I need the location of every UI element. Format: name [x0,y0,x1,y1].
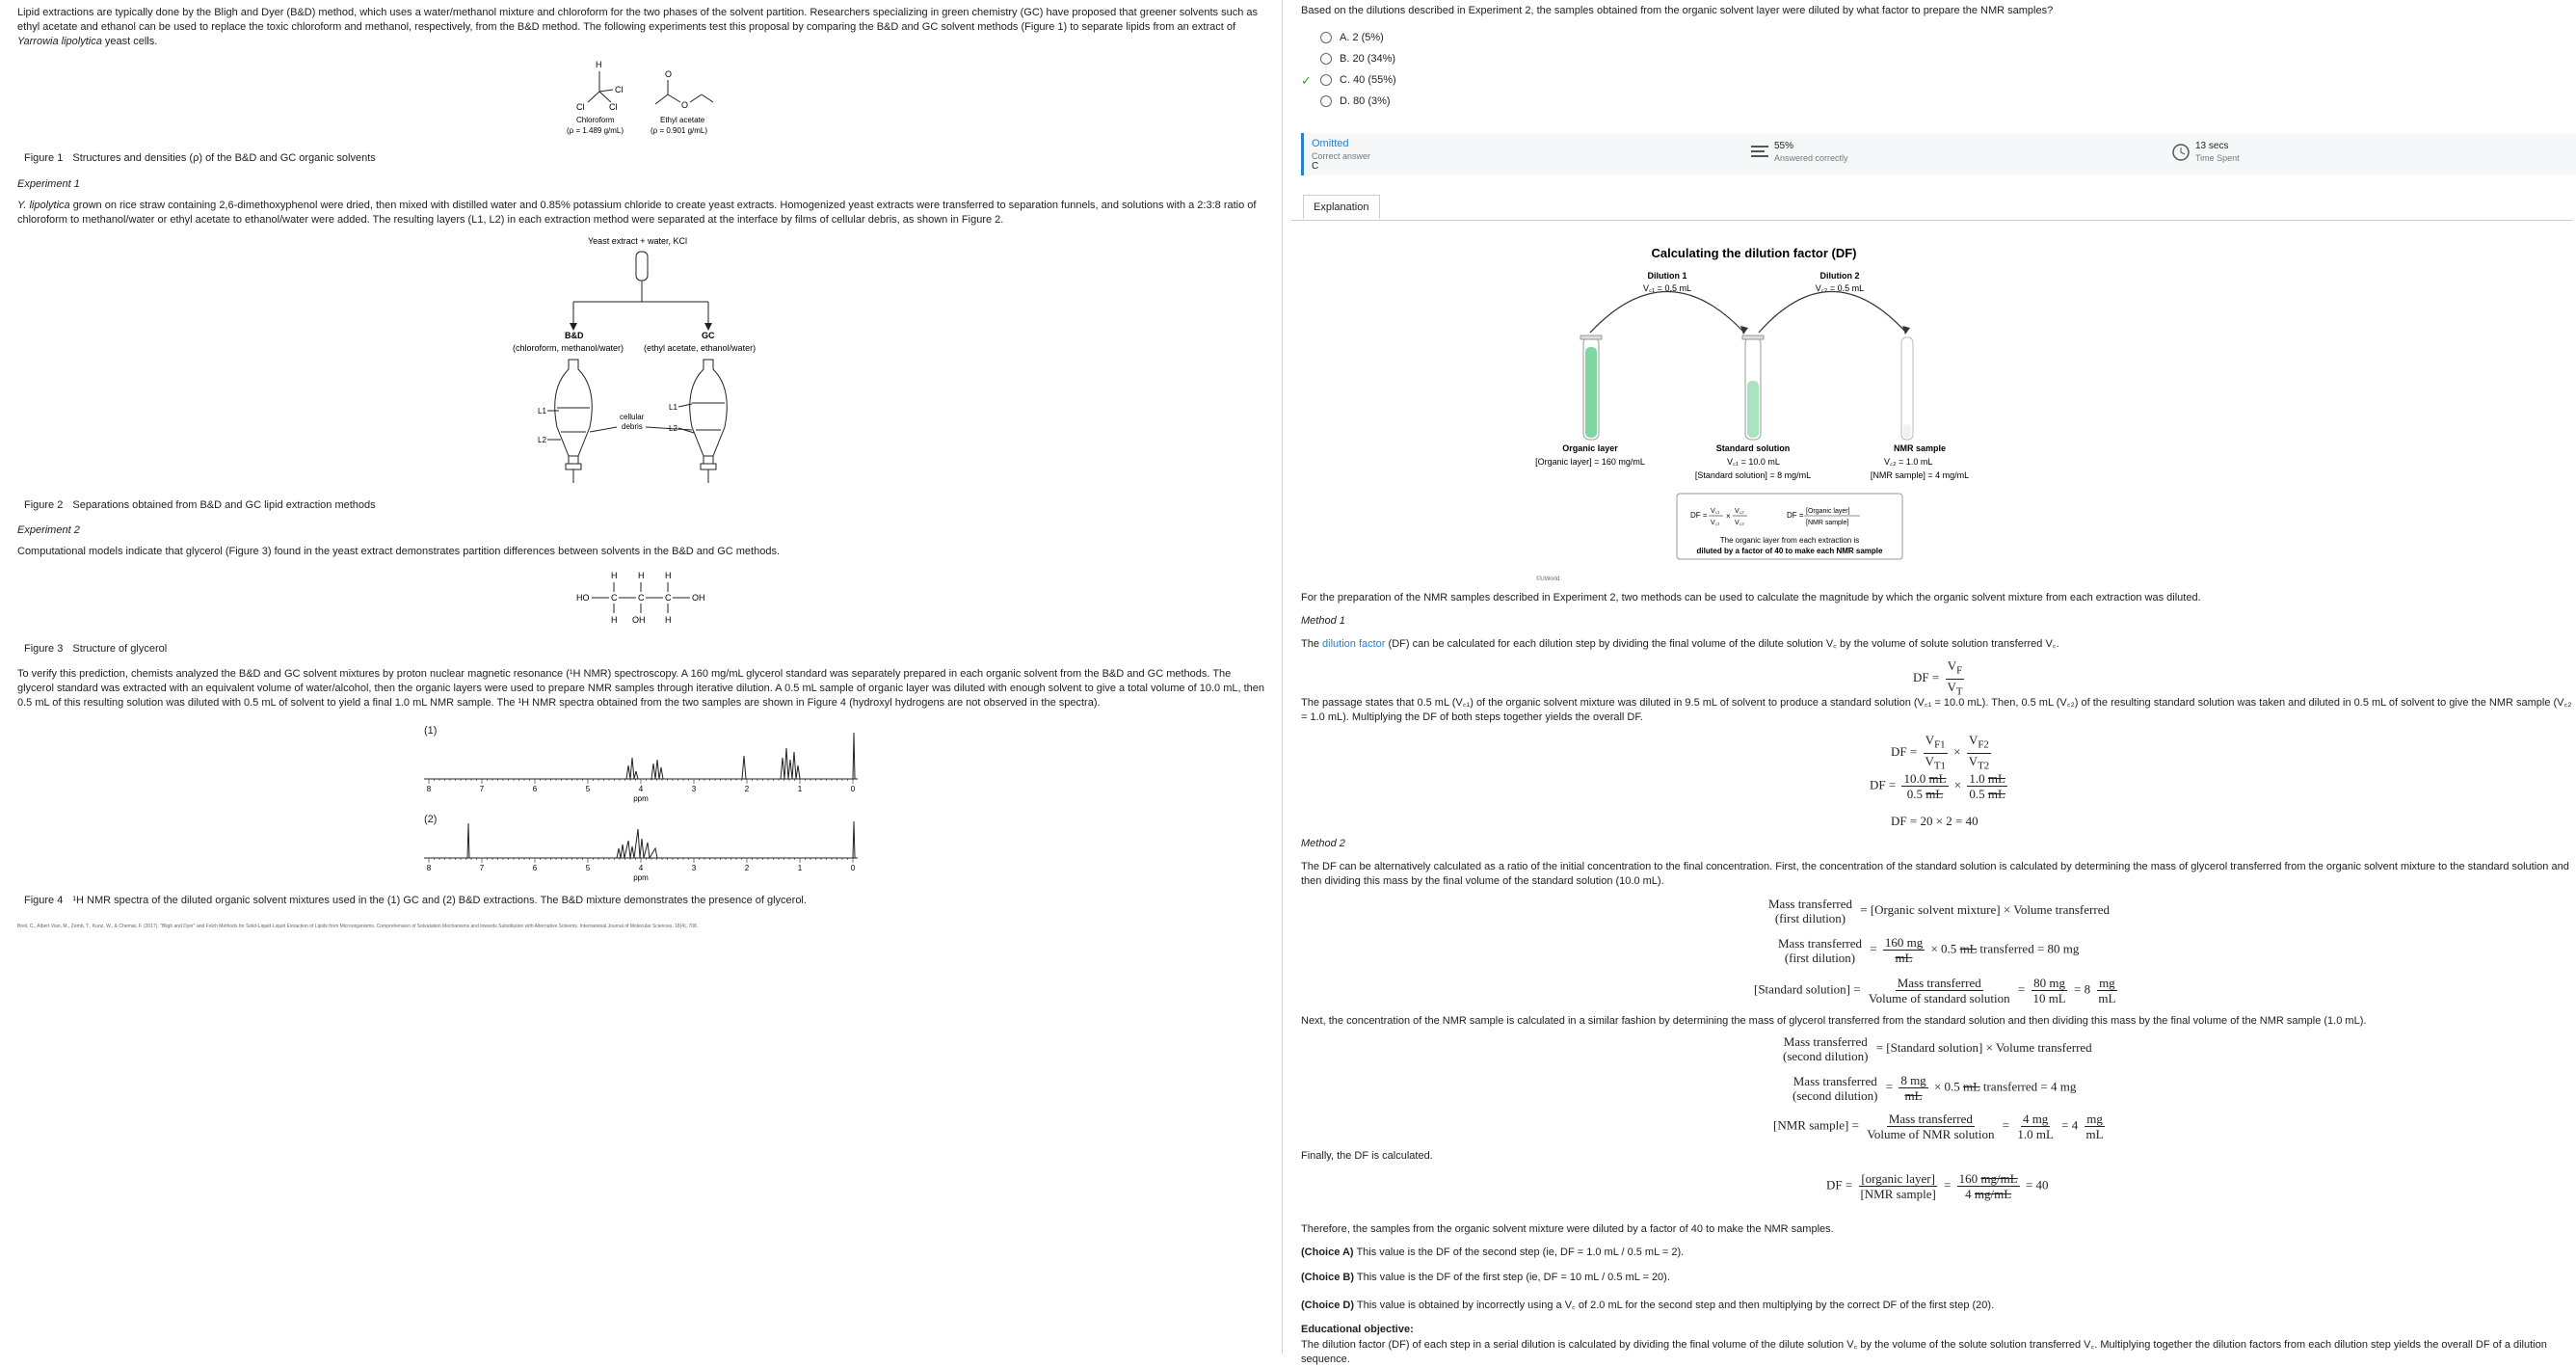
organic-layer-label: Organic layer [1562,443,1618,453]
axis-tick-label: 8 [426,864,432,872]
dilution-figure-title: Calculating the dilution factor (DF) [1651,246,1857,260]
nmr-sample-conc: [NMR sample] = 4 mg/mL [1870,470,1970,480]
gc-label: GC [702,331,715,340]
correct-check-icon: ✓ [1301,73,1312,88]
radio-b[interactable] [1320,53,1332,65]
glycerol-atom: H [665,571,672,580]
experiment-2-paragraph: Computational models indicate that glycerol (Figure 3) found in the yeast extract demonstrates partition differences between solvents in the B&D and GC methods. [17,546,780,557]
time-spent-label: Time Spent [2195,153,2240,163]
atom-o-2: O [681,100,689,110]
organic-layer-conc: [Organic layer] = 160 mg/mL [1535,457,1645,467]
verify-paragraph: To verify this prediction, chemists analyzed the B&D and GC solvent mixtures by proton nuclear magnetic resonance (¹H NMR) spectroscopy. A 160 mg/mL glycerol standard was separately prepared in each organic solvent from the B&D and GC methods. The glycerol standard was extracted with an equivalent volume of water/alcohol, then the organic layers were used to prepare NMR samples through iterative dilution. A 0.5 mL sample of organic layer was diluted with enough solvent to give a total volume of 10.0 mL, then 0.5 mL of this resulting solution was diluted with 0.5 mL of solvent to yield a final 1.0 mL NMR sample. The ¹H NMR spectra obtained from the two samples are shown in Figure 4 (hydroxyl hydrogens are not observed in the spectra). [17,668,1265,709]
chloroform-density: (ρ = 1.489 g/mL) [567,126,624,135]
df-result: DF = 20 × 2 = 40 [1891,814,1978,828]
nmr-sample-volume: V꜀₂ = 1.0 mL [1884,457,1933,467]
question-pane [1291,0,2573,1365]
correct-answer-value: C [1312,161,1319,172]
glycerol-atom: H [638,571,645,580]
finally-text: Finally, the DF is calculated. [1301,1150,1433,1162]
time-spent: 13 secs [2195,141,2229,151]
debris-label: cellular [620,413,645,421]
experiment-1-paragraph: Y. lipolytica grown on rice straw containing 2,6-dimethoxyphenol were dried, then mixed with distilled water and 0.85% potassium chloride to create yeast extracts. Homogenized yeast extracts were transferred to separation funnels, and solutions with a 2:3:8 ratio of chloroform to methanol/water or ethyl acetate to ethanol/water were added. The resulting layers (L1, L2) in each extraction method were separated at the interface by films of cellular debris, as shown in Figure 2. [17,200,1257,226]
method-1-heading: Method 1 [1301,615,1345,627]
axis-tick-label: 8 [426,785,432,793]
ethyl-acetate-label: Ethyl acetate [660,116,705,124]
axis-tick-label: 7 [479,864,485,872]
axis-tick-label: 1 [797,864,803,872]
axis-tick-label: 1 [797,785,803,793]
therefore-text: Therefore, the samples from the organic solvent mixture were diluted by a factor of 40 to make the NMR samples. [1301,1223,1834,1235]
glycerol-oh-right: OH [692,593,705,603]
box-vt2: V꜀₂ [1735,520,1744,526]
dilution-1-volume: V꜀₁ = 0.5 mL [1643,283,1691,293]
dilution-2-volume: V꜀₂ = 0.5 mL [1815,283,1865,293]
choice-b-explanation: (Choice B) This value is the DF of the first step (ie, DF = 10 mL / 0.5 mL = 20). [1301,1272,1670,1283]
atom-h: H [596,60,602,69]
choice-a[interactable] [1320,32,1384,43]
tab-underline [1291,220,2573,221]
experiment-2-heading: Experiment 2 [17,524,80,536]
axis-tick-label: 0 [850,785,856,793]
explanation-para-4: The DF can be alternatively calculated as a ratio of the initial concentration to the final concentration. First, the concentration of the standard solution is calculated by determining the mass of glycerol transferred from the organic solvent mixture to the standard solution and then dividing this mass by the final volume of the standard solution (10.0 mL). [1301,861,2569,887]
method-2-heading: Method 2 [1301,838,1345,849]
figure-3-caption: Figure 3 Structure of glycerol [24,643,168,655]
standard-solution-conc: [Standard solution] = 8 mg/mL [1694,470,1812,480]
figure-1-caption: Figure 1 Structures and densities (ρ) of the B&D and GC organic solvents [24,152,376,164]
copyright: ©UWorld [1536,576,1560,582]
axis-tick-label: 4 [638,864,644,872]
axis-tick-label: 2 [744,864,750,872]
choice-c-label: C. 40 (55%) [1340,74,1396,86]
axis-label-ppm: ppm [633,873,649,882]
atom-cl-3: Cl [609,102,618,112]
glycerol-ho: HO [576,593,590,603]
axis-tick-label: 6 [532,785,538,793]
axis-tick-label: 2 [744,785,750,793]
box-vf2: V꜀₂ [1735,508,1744,515]
radio-c[interactable] [1320,74,1332,86]
atom-o-1: O [665,69,673,79]
atom-cl-1: Cl [615,85,624,94]
axis-label-ppm: ppm [633,794,649,803]
explanation-para-1: For the preparation of the NMR samples described in Experiment 2, two methods can be used to calculate the magnitude by which the organic solvent mixture from each extraction was diluted. [1301,592,2201,603]
figure-4-caption: Figure 4 ¹H NMR spectra of the diluted organic solvent mixtures used in the (1) GC and (2) B&D extractions. The B&D mixture demonstrates the presence of glycerol. [24,895,807,906]
choice-b[interactable] [1320,53,1395,65]
pane-divider[interactable] [1282,0,1283,1354]
box-df-1: DF = [1690,511,1708,520]
explanation-para-2: The dilution factor (DF) can be calculated for each dilution step by dividing the final volume of the dilute solution V꜀ by the volume of solute solution transferred V꜀. [1301,638,2059,650]
dilution-factor-link[interactable]: dilution factor [1322,638,1386,650]
yeast-extract-label: Yeast extract + water, KCl [588,236,687,246]
box-df-2: DF = [1787,511,1804,520]
spectrum-1-label: (1) [424,725,438,737]
box-vt1: V꜀₁ [1711,520,1720,526]
ethyl-acetate-density: (ρ = 0.901 g/mL) [651,126,708,135]
dilution-factor-figure [1503,241,2005,582]
nmr-spectrum-1 [424,731,867,803]
choice-a-label: A. 2 (5%) [1340,32,1384,43]
bd-l1-label: L1 [538,407,546,415]
dilution-1-label: Dilution 1 [1647,271,1687,281]
mass-transferred-2-eq: Mass transferred (second dilution) = [Standard solution] × Volume transferred [1783,1034,2092,1063]
citation: Breil, C., Albert Vian, M., Zemb, T., Kunz, W., & Chemat, F. (2017). "Bligh and Dyer" and Folch Methods for Solid-Liquid-Liquid Extraction of Lipids from Microorganisms. Comprehension of Solvatation Mechanisms and towards Substitution with Alternative Solvents. International Journal of Molecular Sciences, 18(4), 708. [17,924,699,929]
correct-answer-label: Correct answer [1312,151,1371,161]
standard-solution-volume: V꜀₁ = 10.0 mL [1727,457,1780,467]
radio-a[interactable] [1320,32,1332,43]
glycerol-atom: C [638,593,645,603]
bd-label: B&D [565,331,584,340]
gc-l1-label: L1 [669,403,677,412]
box-vf1: V꜀₁ [1711,508,1720,515]
percent-correct: 55% [1774,141,1794,151]
axis-tick-label: 5 [585,864,591,872]
chloroform-label: Chloroform [576,116,615,124]
bar-chart-icon [1750,143,1769,162]
box-note-2: diluted by a factor of 40 to make each NMR sample [1696,547,1883,555]
gc-solvents: (ethyl acetate, ethanol/water) [644,343,757,353]
explanation-para-5: Next, the concentration of the NMR sample is calculated in a similar fashion by determining the mass of glycerol transferred from the standard solution and then dividing this mass by the final volume of the NMR sample (1.0 mL). [1301,1015,2367,1027]
box-frac-den: [NMR sample] [1806,520,1849,526]
box-times: × [1726,512,1731,521]
passage-pane [0,0,1282,1354]
question-stem: Based on the dilutions described in Experiment 2, the samples obtained from the organic solvent layer were diluted by what factor to prepare the NMR samples? [1301,5,2054,16]
bd-l2-label: L2 [538,436,546,444]
choice-d[interactable] [1320,95,1391,107]
standard-solution-label: Standard solution [1715,443,1791,453]
axis-tick-label: 3 [691,864,697,872]
mass-transferred-2-values: Mass transferred (second dilution) = $\frac{8 mg}{mL}$ × 0.5 mL transferred = 4 mg [1793,1073,2077,1103]
axis-tick-label: 6 [532,864,538,872]
glycerol-atom: H [611,571,618,580]
nmr-sample-eq: [NMR sample] = $\frac{\text{Mass transferred}}{\text{Volume of NMR solution}}$ = $\frac{4 mg}{1.0 mL}$ = 4 $\frac{mg}{mL}$ [1773,1112,2104,1141]
experiment-1-heading: Experiment 1 [17,178,80,190]
debris-label-2: debris [622,422,643,431]
axis-tick-label: 0 [850,864,856,872]
radio-d[interactable] [1320,95,1332,107]
bd-solvents: (chloroform, methanol/water) [513,343,624,353]
glycerol-atom: C [665,593,672,603]
choice-a-explanation: (Choice A) This value is the DF of the second step (ie, DF = 1.0 mL / 0.5 mL = 2). [1301,1246,1685,1258]
spectrum-2-label: (2) [424,814,438,825]
nmr-sample-label: NMR sample [1893,443,1947,453]
mass-transferred-eq: Mass transferred (first dilution) = [Organic solvent mixture] × Volume transferred [1768,897,2110,925]
figure-2-caption: Figure 2 Separations obtained from B&D and GC lipid extraction methods [24,499,376,511]
axis-tick-label: 5 [585,785,591,793]
glycerol-atom: C [611,593,618,603]
result-status-bar [1301,133,2576,175]
box-frac-num: [Organic layer] [1806,508,1850,515]
explanation-para-3: The passage states that 0.5 mL (V꜀₁) of the organic solvent mixture was diluted in 9.5 mL of solvent to produce a standard solution (V꜀₁ = 10.0 mL). Then, 0.5 mL (V꜀₂) of the resulting standard solution was taken and diluted in 0.5 mL of solvent to give the NMR sample (V꜀₂ = 1.0 mL). Multiplying the DF of both steps together yields the overall DF. [1301,697,2572,723]
mass-transferred-values: Mass transferred (first dilution) = $\frac{160 mg}{mL}$ × 0.5 mL transferred = 80 mg [1778,935,2080,965]
df-concentration-eq: DF = $\frac{\text{[organic layer]}}{\text{[NMR sample]}}$ = $\frac{160 mg/mL}{4 mg/mL}$ = 40 [1826,1171,2049,1201]
clock-icon [2171,143,2191,162]
glycerol-atom: H [611,615,618,625]
omitted-label: Omitted [1312,138,1349,149]
choice-d-explanation: (Choice D) This value is obtained by incorrectly using a V꜀ of 2.0 mL for the second step and then multiplying by the correct DF of the first step (20). [1301,1300,1995,1311]
figure-3-glycerol-structure [569,569,713,627]
dilution-2-label: Dilution 2 [1819,271,1860,281]
educational-objective-heading: Educational objective: [1301,1324,1414,1335]
choice-d-label: D. 80 (3%) [1340,95,1391,107]
df-formula: DF = $\frac{V_F}{V_T}$ [1913,658,1963,698]
intro-paragraph: Lipid extractions are typically done by the Bligh and Dyer (B&D) method, which uses a water/methanol mixture and chloroform for the two phases of the solvent partition. Researchers specializing in green chemistry (GC) have proposed that greener solvents such as ethyl acetate and ethanol can be used to replace the toxic chloroform and methanol, respectively, from the B&D method. The following experiments test this proposal by comparing the B&D and GC solvent methods (Figure 1) to separate lipids from an extract of Yarrowia lipolytica yeast cells. [17,7,1259,47]
glycerol-oh-mid: OH [632,615,646,625]
educational-objective-text: The dilution factor (DF) of each step in a serial dilution is calculated by dividing the final volume of the dilute solution V꜀ by the volume of the solute solution transferred V꜀. Multiplying together the dilution factors from each dilution step yields the overall DF of a dilution sequence. [1301,1339,2547,1365]
nmr-spectrum-2 [424,819,867,882]
atom-cl-2: Cl [576,102,585,112]
choice-b-label: B. 20 (34%) [1340,53,1396,65]
glycerol-atom: H [665,615,672,625]
df-substituted: DF = $\frac{10.0 mL}{0.5 mL}$ × $\frac{1.0 mL}{0.5 mL}$ [1870,771,2005,801]
percent-correct-label: Answered correctly [1774,153,1848,163]
box-note-1: The organic layer from each extraction is [1719,536,1860,545]
axis-tick-label: 7 [479,785,485,793]
gc-l2-label: L2 [669,424,677,433]
figure-2-separation-funnels [501,234,810,490]
tab-explanation[interactable]: Explanation [1303,195,1380,219]
df-product-formula: DF = $\frac{V_{F1}}{V_{T1}}$ × $\frac{V_{F2}}{V_{T2}}$ [1891,733,1990,772]
axis-tick-label: 3 [691,785,697,793]
standard-solution-eq: [Standard solution] = $\frac{\text{Mass transferred}}{\text{Volume of standard solution}}$ = $\frac{80 mg}{10 mL}$ = 8 $\frac{mg}{mL}$ [1754,976,2116,1005]
axis-tick-label: 4 [638,785,644,793]
choice-c[interactable] [1320,74,1396,86]
figure-1-structures [549,58,742,140]
